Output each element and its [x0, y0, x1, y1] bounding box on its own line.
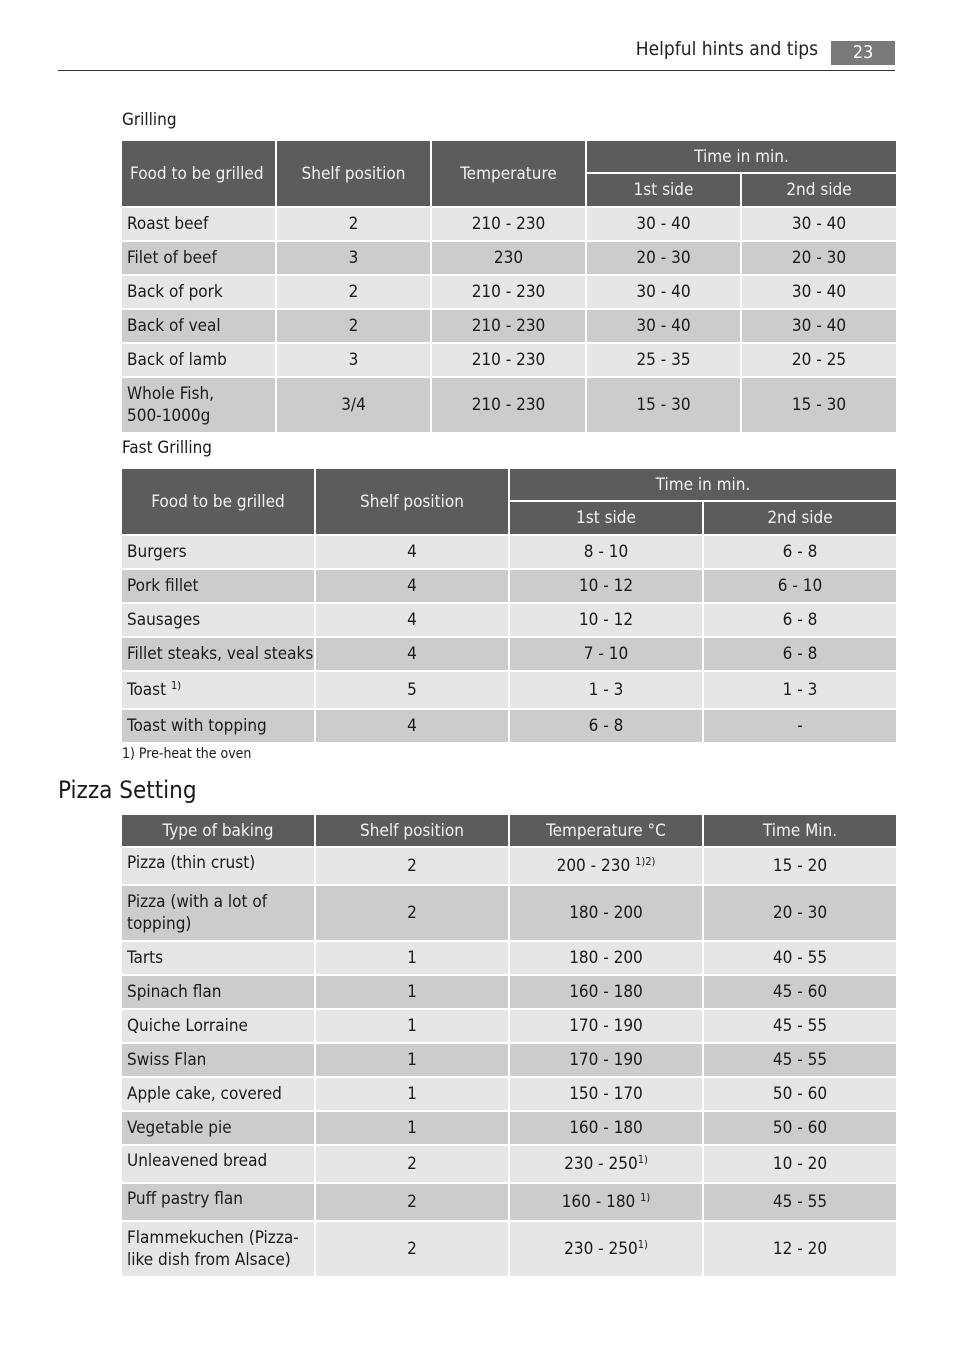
header-food: Food to be grilled — [122, 141, 275, 206]
table-header-row — [122, 815, 896, 846]
header-shelf: Shelf position — [316, 469, 508, 534]
cell-type: Tarts — [122, 942, 314, 974]
cell-temperature-text: 200 - 230 — [556, 856, 636, 876]
cell-type: Unleavened bread — [122, 1146, 314, 1182]
cell-shelf: 4 — [316, 710, 508, 742]
cell-type: Puff pastry flan — [122, 1184, 314, 1220]
cell-food: Back of veal — [122, 310, 275, 342]
cell-temperature — [510, 1184, 702, 1220]
cell-temperature: 210 - 230 — [432, 344, 585, 376]
header-divider — [58, 70, 895, 71]
page-number: 23 — [831, 41, 895, 65]
cell-shelf: 3/4 — [277, 378, 430, 432]
cell-temperature: 150 - 170 — [510, 1078, 702, 1110]
cell-temperature-text: 160 - 180 — [561, 1192, 641, 1212]
cell-food: Sausages — [122, 604, 314, 636]
table-row — [122, 1184, 896, 1220]
cell-type: Spinach flan — [122, 976, 314, 1008]
cell-food: Back of pork — [122, 276, 275, 308]
table-row — [122, 378, 896, 432]
cell-side1: 25 - 35 — [587, 344, 740, 376]
cell-type-line1: Flammekuchen (Pizza- — [127, 1228, 299, 1248]
cell-food: Burgers — [122, 536, 314, 568]
footnote-marker: 1) — [171, 679, 182, 692]
cell-shelf: 1 — [316, 1078, 508, 1110]
cell-food — [122, 378, 275, 432]
cell-food — [122, 672, 314, 708]
table-row — [122, 276, 896, 308]
cell-shelf: 2 — [277, 276, 430, 308]
header-time: Time in min. — [587, 141, 896, 172]
cell-temperature: 210 - 230 — [432, 310, 585, 342]
cell-side2: 20 - 30 — [742, 242, 896, 274]
table-row — [122, 570, 896, 602]
footnote-marker: 1) — [637, 1238, 648, 1251]
cell-shelf: 3 — [277, 344, 430, 376]
header-side2: 2nd side — [704, 502, 896, 534]
cell-side1: 30 - 40 — [587, 208, 740, 240]
cell-side2: - — [704, 710, 896, 742]
table-row — [122, 710, 896, 742]
cell-shelf: 4 — [316, 604, 508, 636]
cell-side1: 7 - 10 — [510, 638, 702, 670]
header-time: Time Min. — [704, 815, 896, 846]
fast-grilling-caption: Fast Grilling — [122, 438, 212, 458]
table-row — [122, 604, 896, 636]
cell-side1: 20 - 30 — [587, 242, 740, 274]
table-row — [122, 208, 896, 240]
table-row — [122, 344, 896, 376]
table-row — [122, 1222, 896, 1276]
cell-food-line2: 500-1000g — [127, 406, 211, 426]
cell-shelf: 2 — [316, 1184, 508, 1220]
cell-side2: 30 - 40 — [742, 276, 896, 308]
header-food: Food to be grilled — [122, 469, 314, 534]
footnote-marker: 1) — [640, 1191, 651, 1204]
cell-side1: 6 - 8 — [510, 710, 702, 742]
cell-shelf: 4 — [316, 570, 508, 602]
cell-type: Swiss Flan — [122, 1044, 314, 1076]
cell-food-line1: Whole Fish, — [127, 384, 215, 404]
table-row — [122, 242, 896, 274]
header-temperature: Temperature — [432, 141, 585, 206]
cell-type: Pizza (thin crust) — [122, 848, 314, 884]
footnote-marker: 1)2) — [635, 855, 656, 868]
table-row — [122, 1146, 896, 1182]
table-header-row — [122, 469, 896, 500]
header-temperature: Temperature °C — [510, 815, 702, 846]
header-time: Time in min. — [510, 469, 896, 500]
cell-side2: 6 - 8 — [704, 604, 896, 636]
header-shelf: Shelf position — [277, 141, 430, 206]
table-row — [122, 536, 896, 568]
table-row — [122, 848, 896, 884]
table-row — [122, 638, 896, 670]
header-type: Type of baking — [122, 815, 314, 846]
cell-temperature: 210 - 230 — [432, 276, 585, 308]
cell-side1: 30 - 40 — [587, 310, 740, 342]
cell-time: 15 - 20 — [704, 848, 896, 884]
cell-temperature — [510, 848, 702, 884]
cell-time: 45 - 60 — [704, 976, 896, 1008]
table-row — [122, 942, 896, 974]
cell-temperature: 210 - 230 — [432, 208, 585, 240]
table-row — [122, 1044, 896, 1076]
cell-side2: 6 - 10 — [704, 570, 896, 602]
cell-food: Toast with topping — [122, 710, 314, 742]
cell-side1: 10 - 12 — [510, 604, 702, 636]
cell-type — [122, 886, 314, 940]
cell-time: 40 - 55 — [704, 942, 896, 974]
cell-temperature: 210 - 230 — [432, 378, 585, 432]
cell-food: Roast beef — [122, 208, 275, 240]
cell-side2: 6 - 8 — [704, 536, 896, 568]
cell-shelf: 1 — [316, 1010, 508, 1042]
cell-type: Quiche Lorraine — [122, 1010, 314, 1042]
cell-type-line2: like dish from Alsace) — [127, 1250, 291, 1270]
cell-side1: 10 - 12 — [510, 570, 702, 602]
cell-shelf: 5 — [316, 672, 508, 708]
cell-shelf: 4 — [316, 638, 508, 670]
cell-shelf: 1 — [316, 942, 508, 974]
cell-shelf: 2 — [316, 1222, 508, 1276]
cell-side2: 20 - 25 — [742, 344, 896, 376]
cell-type-line1: Pizza (with a lot of — [127, 892, 268, 912]
cell-temperature: 170 - 190 — [510, 1044, 702, 1076]
cell-side1: 8 - 10 — [510, 536, 702, 568]
cell-temperature: 230 — [432, 242, 585, 274]
cell-temperature: 170 - 190 — [510, 1010, 702, 1042]
header-shelf: Shelf position — [316, 815, 508, 846]
cell-time: 45 - 55 — [704, 1010, 896, 1042]
cell-side2: 15 - 30 — [742, 378, 896, 432]
table-header-row — [122, 141, 896, 172]
header-side1: 1st side — [510, 502, 702, 534]
cell-type: Apple cake, covered — [122, 1078, 314, 1110]
cell-side1: 15 - 30 — [587, 378, 740, 432]
cell-side1: 1 - 3 — [510, 672, 702, 708]
table-row — [122, 1010, 896, 1042]
cell-time: 12 - 20 — [704, 1222, 896, 1276]
footnote-marker: 1) — [637, 1153, 648, 1166]
cell-side2: 30 - 40 — [742, 310, 896, 342]
cell-shelf: 1 — [316, 1112, 508, 1144]
cell-shelf: 1 — [316, 976, 508, 1008]
cell-time: 45 - 55 — [704, 1044, 896, 1076]
cell-temperature: 180 - 200 — [510, 942, 702, 974]
cell-temperature: 180 - 200 — [510, 886, 702, 940]
table-row — [122, 672, 896, 708]
cell-temperature — [510, 1222, 702, 1276]
footnote: 1) Pre-heat the oven — [122, 746, 252, 762]
cell-food-text: Toast — [127, 680, 167, 700]
cell-side1: 30 - 40 — [587, 276, 740, 308]
header-side1: 1st side — [587, 174, 740, 206]
fast-grilling-table — [120, 467, 898, 744]
section-title: Pizza Setting — [58, 776, 197, 804]
cell-type-line2: topping) — [127, 914, 192, 934]
cell-side2: 30 - 40 — [742, 208, 896, 240]
cell-temperature: 160 - 180 — [510, 976, 702, 1008]
table-row — [122, 886, 896, 940]
cell-time: 45 - 55 — [704, 1184, 896, 1220]
cell-temperature-text: 230 - 250 — [564, 1239, 638, 1259]
cell-type: Vegetable pie — [122, 1112, 314, 1144]
cell-shelf: 2 — [316, 1146, 508, 1182]
grilling-table — [120, 139, 898, 434]
header-title: Helpful hints and tips — [635, 38, 818, 60]
cell-food: Pork fillet — [122, 570, 314, 602]
cell-temperature — [510, 1146, 702, 1182]
cell-shelf: 2 — [316, 886, 508, 940]
cell-temperature: 160 - 180 — [510, 1112, 702, 1144]
cell-time: 50 - 60 — [704, 1112, 896, 1144]
pizza-table — [120, 813, 898, 1278]
cell-shelf: 2 — [277, 208, 430, 240]
cell-time: 10 - 20 — [704, 1146, 896, 1182]
table-row — [122, 1078, 896, 1110]
cell-time: 20 - 30 — [704, 886, 896, 940]
header-side2: 2nd side — [742, 174, 896, 206]
grilling-caption: Grilling — [122, 110, 177, 130]
cell-side2: 6 - 8 — [704, 638, 896, 670]
cell-food: Fillet steaks, veal steaks — [122, 638, 314, 670]
table-row — [122, 976, 896, 1008]
cell-shelf: 2 — [277, 310, 430, 342]
cell-shelf: 2 — [316, 848, 508, 884]
cell-type — [122, 1222, 314, 1276]
cell-food: Back of lamb — [122, 344, 275, 376]
cell-time: 50 - 60 — [704, 1078, 896, 1110]
cell-shelf: 4 — [316, 536, 508, 568]
cell-side2: 1 - 3 — [704, 672, 896, 708]
cell-temperature-text: 230 - 250 — [564, 1154, 638, 1174]
cell-shelf: 3 — [277, 242, 430, 274]
table-row — [122, 310, 896, 342]
table-row — [122, 1112, 896, 1144]
cell-shelf: 1 — [316, 1044, 508, 1076]
cell-food: Filet of beef — [122, 242, 275, 274]
